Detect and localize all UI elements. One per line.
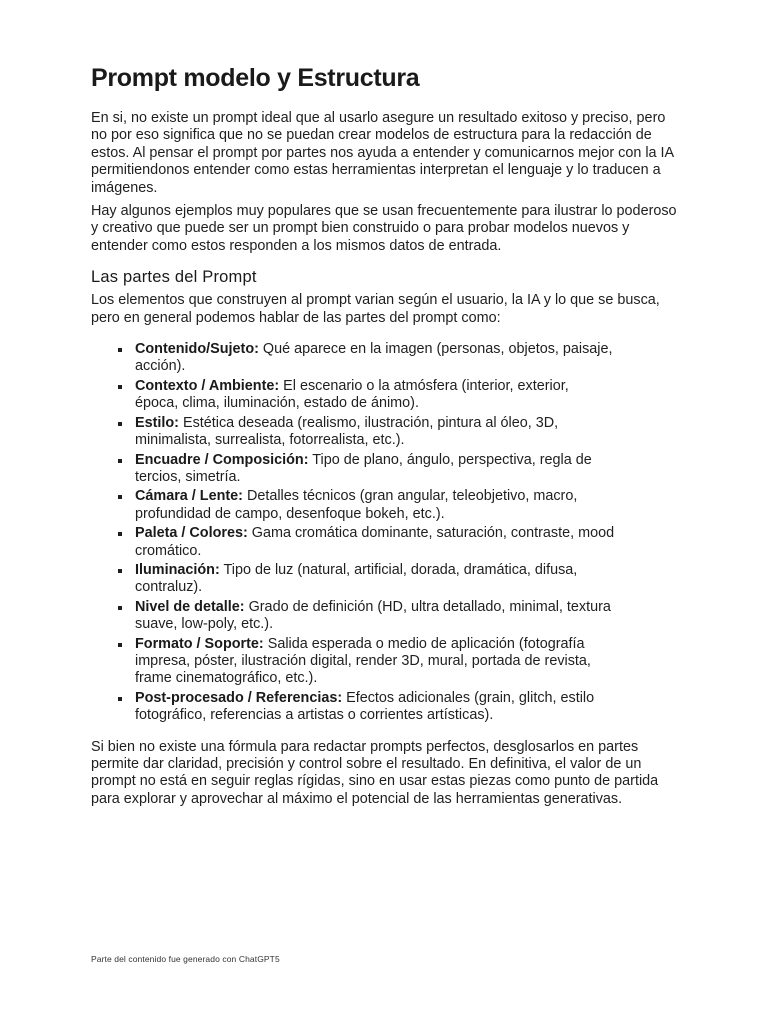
- item-desc: Qué aparece en la imagen (personas, objetos, paisaje, acción).: [135, 341, 613, 375]
- item-desc: Detalles técnicos (gran angular, teleobjetivo, macro, profundidad de campo, desenfoque bokeh, etc.).: [135, 488, 578, 522]
- item-desc: Grado de definición (HD, ultra detallado, minimal, textura suave, low-poly, etc.).: [135, 598, 611, 633]
- item-desc: Efectos adicionales (grain, glitch, estilo fotográfico, referencias a artistas o corrientes artísticas).: [135, 689, 595, 724]
- document-page: [91, 62, 681, 814]
- item-term: Formato / Soporte:: [135, 635, 264, 652]
- list-item: [135, 636, 615, 688]
- item-desc: El escenario o la atmósfera (interior, exterior, época, clima, iluminación, estado de ánimo).: [135, 377, 569, 412]
- item-term: Nivel de detalle:: [135, 598, 245, 615]
- list-item: [135, 562, 615, 597]
- closing-paragraph: Si bien no existe una fórmula para redactar prompts perfectos, desglosarlos en partes permite dar claridad, precisión y control sobre el resultado. En definitiva, el valor de un prompt no está en seguir reglas rígidas, sino en usar estas piezas como punto de partida para explorar y aprovechar al máximo el potencial de las herramientas generativas.: [91, 738, 659, 807]
- item-term: Iluminación:: [135, 561, 220, 578]
- list-item: [135, 599, 615, 634]
- list-item: [135, 341, 615, 376]
- item-term: Contexto / Ambiente:: [135, 377, 280, 394]
- list-item: [135, 690, 615, 725]
- item-desc: Estética deseada (realismo, ilustración, pintura al óleo, 3D, minimalista, surrealista, fotorrealista, etc.).: [135, 414, 559, 449]
- list-item: [135, 378, 615, 413]
- item-term: Contenido/Sujeto:: [135, 341, 259, 358]
- intro-paragraph-2: Hay algunos ejemplos muy populares que se usan frecuentemente para ilustrar lo poderoso y creativo que puede ser un prompt bien construido o para probar modelos nuevos y entender como estos responden a los mismos datos de entrada.: [91, 203, 677, 254]
- item-term: Paleta / Colores:: [135, 525, 248, 542]
- list-item: [135, 415, 615, 450]
- list-item: [135, 488, 615, 523]
- item-term: Estilo:: [135, 414, 179, 431]
- item-term: Post-procesado / Referencias:: [135, 689, 343, 706]
- list-item: [135, 525, 615, 560]
- item-term: Cámara / Lente:: [135, 488, 243, 505]
- item-desc: Gama cromática dominante, saturación, contraste, mood cromático.: [135, 525, 615, 559]
- section-lead: Los elementos que construyen al prompt varian según el usuario, la IA y lo que se busca, pero en general podemos hablar de las partes del prompt como:: [91, 292, 660, 326]
- section-heading: Las partes del Prompt: [91, 268, 257, 287]
- item-desc: Tipo de plano, ángulo, perspectiva, regla de tercios, simetría.: [135, 451, 592, 485]
- page-title: Prompt modelo y Estructura: [91, 64, 420, 92]
- item-desc: Tipo de luz (natural, artificial, dorada, dramática, difusa, contraluz).: [135, 561, 578, 596]
- item-term: Encuadre / Composición:: [135, 451, 309, 468]
- intro-paragraph-1: En si, no existe un prompt ideal que al usarlo asegure un resultado exitoso y preciso, pero no por eso significa que no se puedan crear modelos de estructura para la redacción de estos. Al pensar el prompt por partes nos ayuda a entender y comunicarnos mejor con la IA permitiendonos entender como estas herramientas interpretan el lenguaje y lo traducen a imágenes.: [91, 110, 674, 196]
- list-item: [135, 452, 615, 487]
- footer-note: Parte del contenido fue generado con ChatGPT5: [91, 954, 280, 964]
- item-desc: Salida esperada o medio de aplicación (fotografía impresa, póster, ilustración digital, render 3D, mural, portada de revista, frame cinematográfico, etc.).: [135, 635, 591, 687]
- prompt-parts-list: [91, 341, 615, 725]
